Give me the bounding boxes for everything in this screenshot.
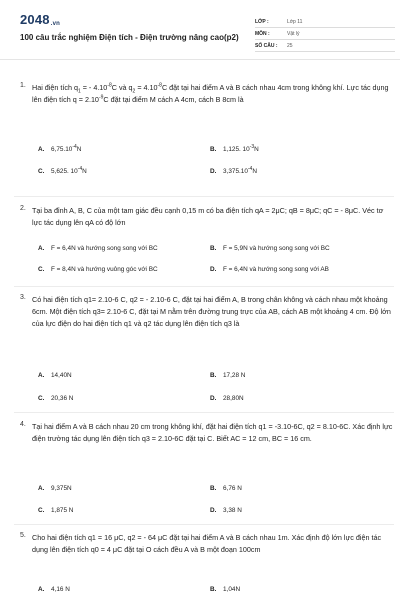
meta-row-class [255,16,395,28]
meta-row-subject [255,28,395,40]
question-4 [20,421,394,515]
option-c[interactable]: C. F = 8,4N và hướng vuông góc với BC [38,266,158,273]
question-number: 3. [20,294,26,301]
option-a[interactable]: A. 4,16 N [38,586,70,593]
question-2 [20,205,394,277]
question-text: Có hai điện tích q1= 2.10-6 C, q2 = - 2.10-6 C, đặt tại hai điểm A, B trong chân không và cách nhau một khoảng 6cm. Một điện tích q3= 2.10-6 C, đặt tại M nằm trên đường trung trực của AB, cách AB một khoảng 4 cm. Độ lớn của lực điện do hai điện tích q1 và q2 tác dụng lên điện tích q3 là [32,295,391,328]
question-1 [20,82,394,182]
meta-value: Vật lý [287,30,300,37]
option-a[interactable]: A. $6,75.10^{-4}N$ [38,143,82,153]
meta-label: LỚP : [255,18,269,25]
option-b[interactable]: B. 1,125. $10^{-3}N$ [210,143,259,153]
question-text: Tại hai điểm A và B cách nhau 20 cm trong không khí, đặt hai điện tích q1 = -3.10-6C, q2 = 8.10-6C. Xác định lực điện trường tác dụng lên điện tích q3 = 2.10-6C đặt tại C. Biết AC = 12 cm, BC = 16 cm. [32,422,393,443]
question-number: 4. [20,421,26,428]
question-text: Hai điện tích $q_1$ = - $4.10^{-8}C$ và $q_2 = 4.10^{-8}C$ đặt tại hai điểm A và B cách nhau 4cm trong không khí. Lực tác dụng lên điện tích $q = 2.10^{-9}C$ đặt tại điểm M cách A 4cm, cách B 8cm là [32,82,389,104]
option-a[interactable]: A. F = 6,4N và hướng song song với BC [38,245,158,252]
divider [14,524,394,525]
option-b[interactable]: B. 6,76 N [210,485,242,492]
site-logo[interactable] [20,12,60,27]
option-d[interactable]: D. 3,38 N [210,507,242,514]
logo-suffix: .vn [50,21,61,27]
option-c[interactable]: C. 5,625. $10^{-4}N$ [38,165,87,175]
meta-label: SỐ CÂU : [255,42,278,49]
question-number: 2. [20,205,26,212]
option-a[interactable]: A. 14,40N [38,372,72,379]
option-d[interactable]: D. F = 6,4N và hướng song song với AB [210,266,329,273]
option-c[interactable]: C. 20,36 N [38,395,74,402]
option-a[interactable]: A. 9,375N [38,485,72,492]
option-b[interactable]: B. F = 5,9N và hướng song song với BC [210,245,330,252]
question-5 [20,532,394,600]
divider [14,196,394,197]
meta-value: 25 [287,42,293,49]
meta-label: MÔN : [255,30,270,37]
meta-value: Lớp 11 [287,18,303,25]
divider [14,286,394,287]
question-number: 5. [20,532,26,539]
option-b[interactable]: B. 17,28 N [210,372,246,379]
question-3 [20,294,394,414]
option-d[interactable]: D. $3,375.10^{-4}N$ [210,165,257,175]
document-title: 100 câu trắc nghiệm Điện tích - Điện trường nâng cao(p2) [20,33,239,42]
option-d[interactable]: D. 28,80N [210,395,244,402]
question-number: 1. [20,82,26,89]
question-text: Tại ba đỉnh A, B, C của một tam giác đều cạnh 0,15 m có ba điện tích qA = 2μC; qB = 8μC; qC = - 8μC. Véc tơ lực tác dụng lên qA có độ lớn [32,206,384,227]
option-c[interactable]: C. 1,875 N [38,507,74,514]
logo-text: 2048 [20,12,50,27]
option-b[interactable]: B. 1,04N [210,586,241,593]
divider [14,412,394,413]
question-text: Cho hai điện tích q1 = 16 μC, q2 = - 64 μC đặt tại hai điểm A và B cách nhau 1m. Xác định độ lớn lực điện tác dụng lên điện tích q0 = 4 μC đặt tại O cách đều A và B một đoạn 100cm [32,533,382,554]
meta-row-count [255,40,395,52]
document-meta [255,16,395,52]
page-header [0,0,400,60]
